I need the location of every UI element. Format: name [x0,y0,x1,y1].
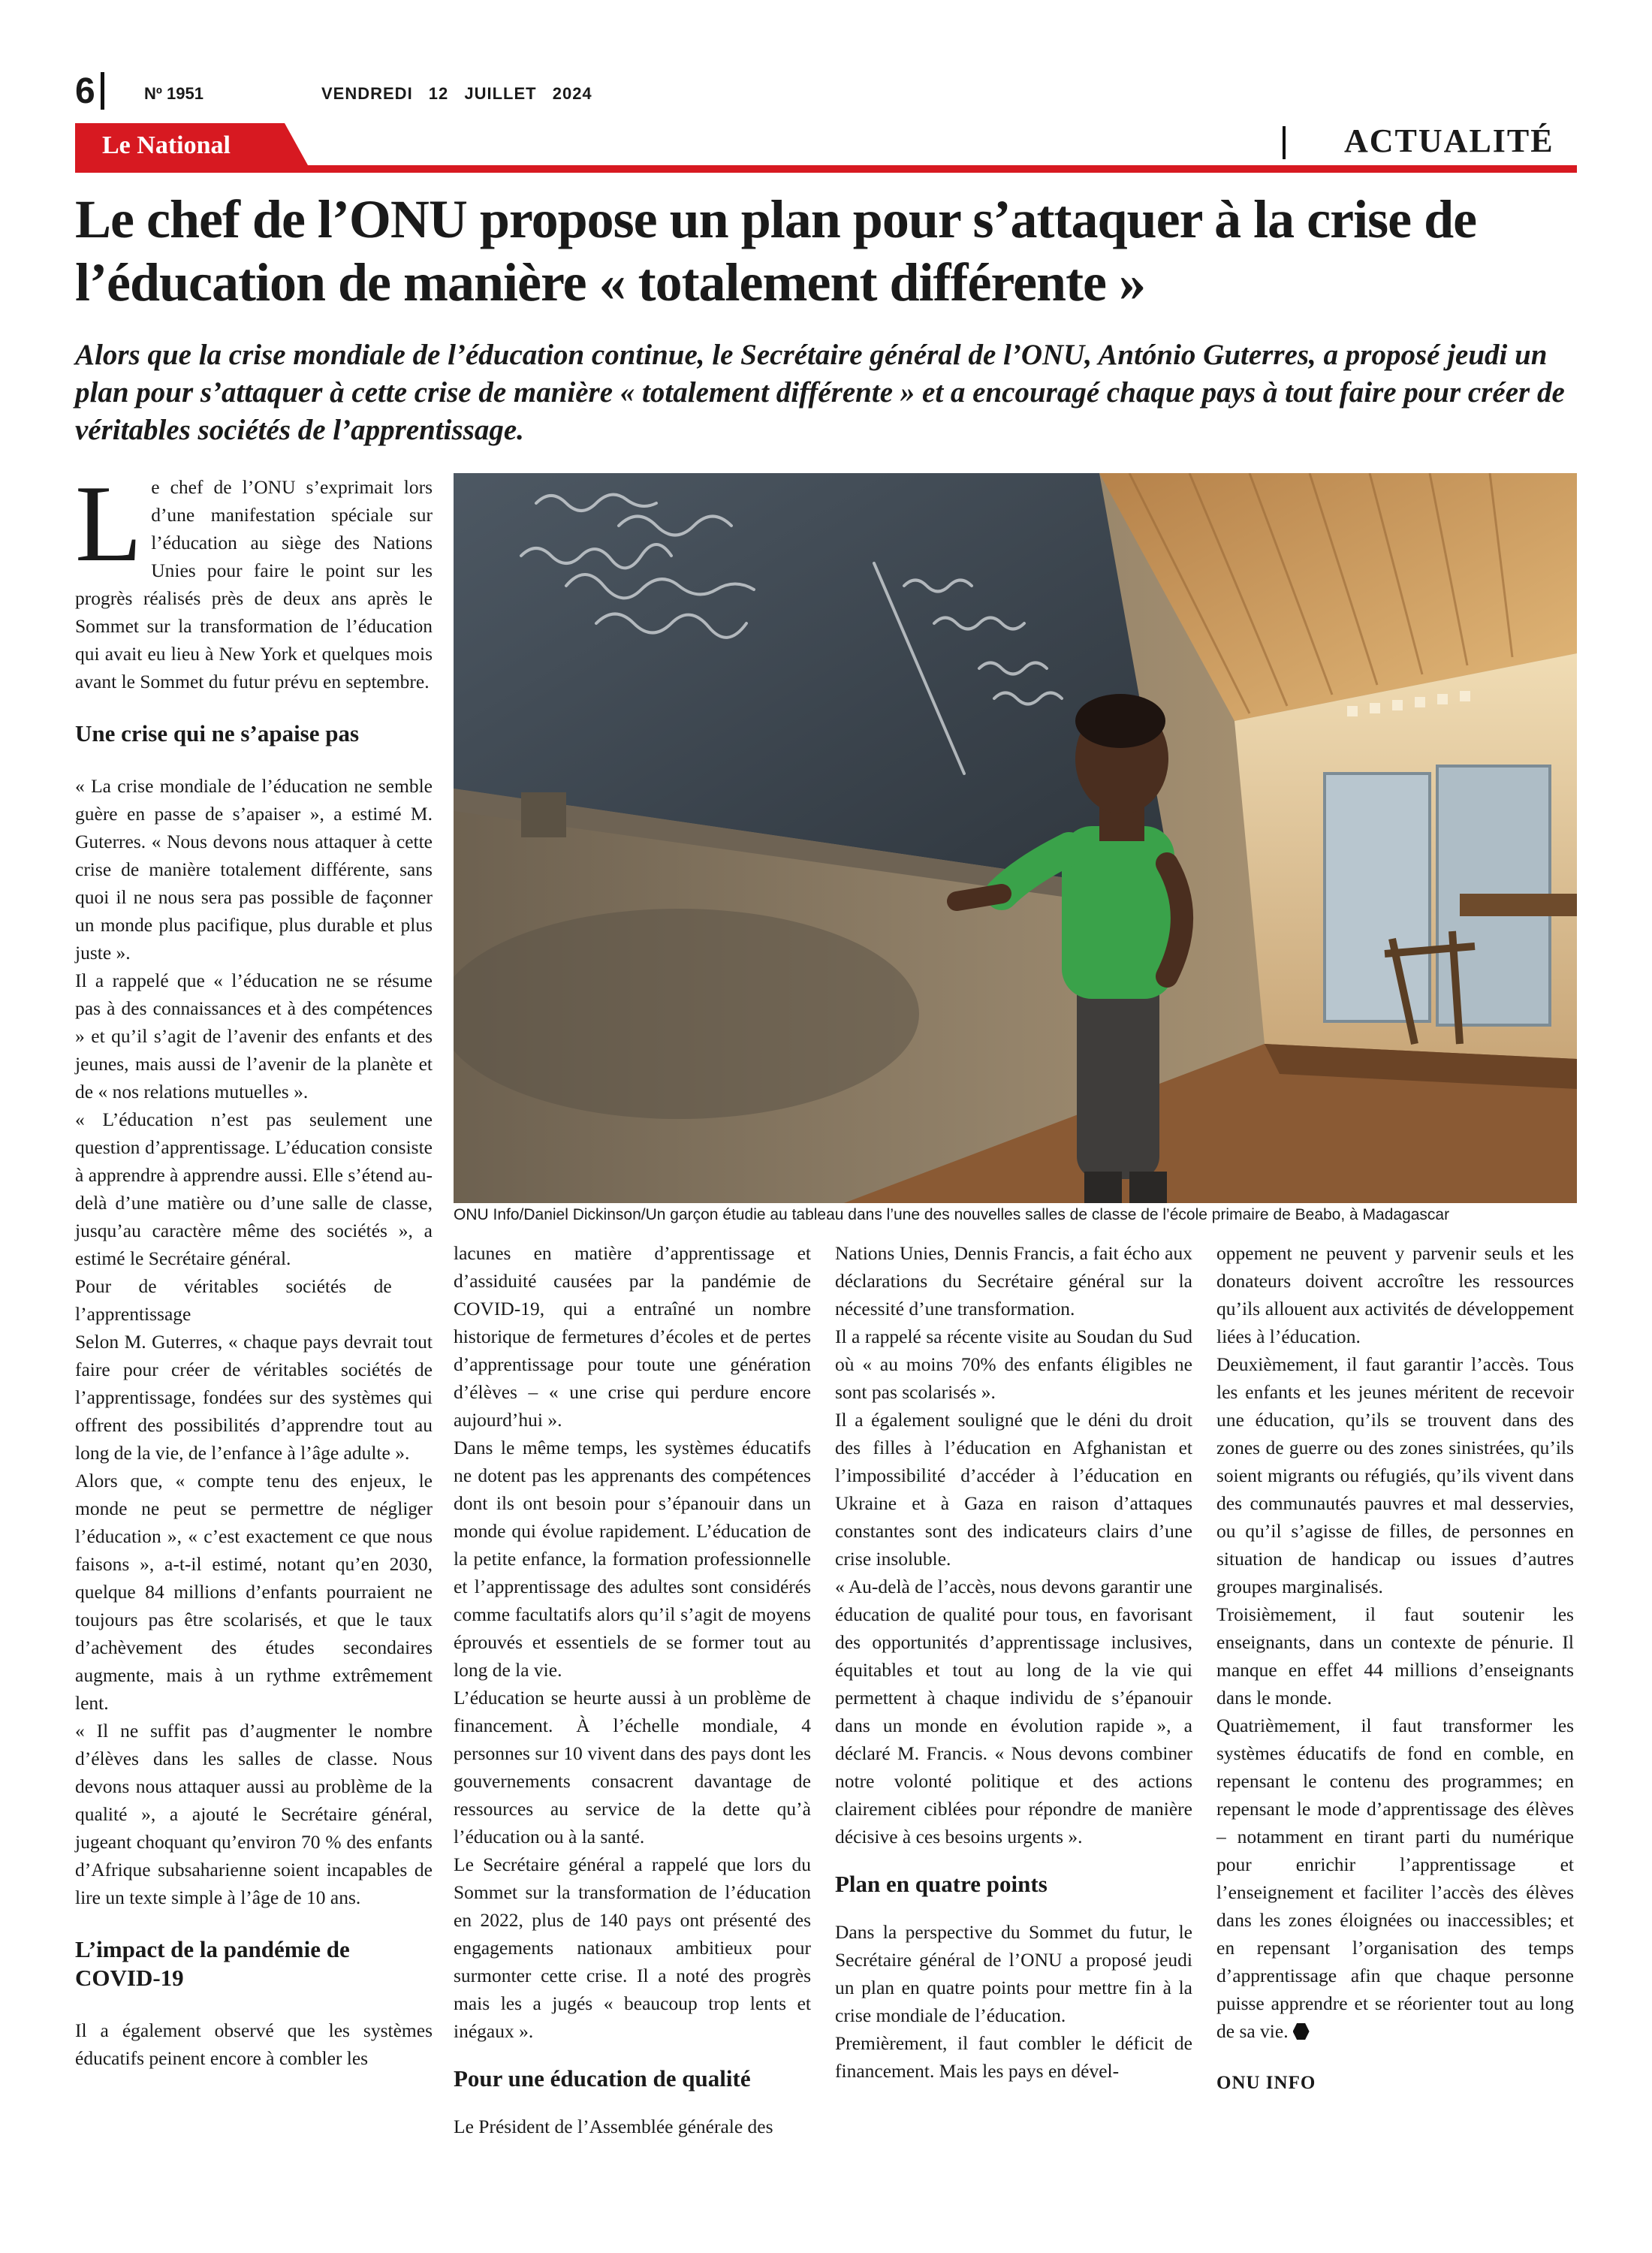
page-number: 6 [75,71,95,111]
issue-date: VENDREDI 12 JUILLET 2024 [321,84,592,103]
paragraph: Il a également observé que les systèmes éducatifs peinent encore à combler les [75,2019,433,2069]
paragraph: L’éducation se heurte aussi à un problème de financement. À l’échelle mondiale, 4 personnes sur 10 vivent dans des pays dont les gouvernements consacrent davantage de ressources au service de la dette qu’à l’éducation ou à la santé. [454,1687,811,1847]
paragraph-subhead: Pour de véritables sociétés de l’apprentissage [75,1275,392,1325]
paragraph: Nations Unies, Dennis Francis, a fait écho aux déclarations du Secrétaire général sur la nécessité d’une transformation. [835,1242,1192,1320]
article-signature: ONU INFO [1216,2073,1316,2093]
drop-cap: L [75,463,143,584]
end-of-article-icon [1293,2023,1310,2040]
paragraph: lacunes en matière d’apprentissage et d’assiduité causées par la pandémie de COVID-19, qui a entraîné un nombre historique de fermetures d’écoles et de pertes d’apprentissage pour toute une génération d’élèves – « une crise qui perdure encore aujourd’hui ». [454,1242,811,1431]
paragraph: Il a rappelé sa récente visite au Soudan du Sud où « au moins 70% des enfants éligibles ne sont pas scolarisés ». [835,1326,1192,1403]
subheading-crise: Une crise qui ne s’apaise pas [75,720,360,746]
intro-text: e chef de l’ONU s’exprimait lors d’une manifestation spéciale sur l’éducation au siège des Nations Unies pour faire le point sur les progrès réalisés près de deux ans après le Sommet sur la transformation de l’éducation qui avait eu lieu à New York et quelques mois avant le Sommet du futur prévu en septembre. [75,476,433,692]
paragraph: Deuxièmement, il faut garantir l’accès. Tous les enfants et les jeunes méritent de recevoir une éducation, qu’ils se trouvent dans des zones de guerre ou des zones sinistrées, qu’ils soient migrants ou réfugiés, qu’ils vivent dans des communautés pauvres et mal desservies, ou qu’il s’agisse de filles, de personnes en situation de handicap ou issues d’autres groupes marginalisés. [1216,1353,1574,1597]
paragraph: Dans la perspective du Sommet du futur, le Secrétaire général de l’ONU a proposé jeudi un plan en quatre points pour mettre fin à la crise mondiale de l’éducation. [835,1921,1192,2026]
article-column-2 [454,1239,811,2140]
header-rule [75,165,1577,173]
paragraph: « La crise mondiale de l’éducation ne semble guère en passe de s’apaiser », a estimé M. Guterres. « Nous devons nous attaquer à cette crise de manière totalement différente, sans quoi il ne nous sera pas possible de façonner un monde plus pacifique, plus durable et plus juste ». [75,775,433,964]
subheading-covid: L’impact de la pandémie de COVID-19 [75,1936,350,1991]
paragraph: oppement ne peuvent y parvenir seuls et les donateurs doivent accroître les ressources qu’ils allouent aux activités de développement liées à l’éducation. [1216,1242,1574,1347]
paragraph: Il a également souligné que le déni du droit des filles à l’éducation en Afghanistan et l’impossibilité d’accéder à l’éducation en Ukraine et à Gaza en raison d’attaques constantes sont des indicateurs clairs d’une crise insoluble. [835,1409,1192,1570]
subheading-qualite: Pour une éducation de qualité [454,2065,751,2092]
paragraph: « L’éducation n’est pas seulement une question d’apprentissage. L’éducation consiste à apprendre à apprendre aussi. Elle s’étend au-delà d’une matière ou d’une salle de classe, jusqu’au caractère même des sociétés », a estimé le Secrétaire général. [75,1108,433,1269]
paragraph: Troisièmement, il faut soutenir les enseignants, dans un contexte de pénurie. Il manque en effet 44 millions d’enseignants dans le monde. [1216,1603,1574,1709]
paragraph: Le Président de l’Assemblée générale des [454,2116,773,2137]
paragraph: Premièrement, il faut combler le déficit de financement. Mais les pays en dével- [835,2032,1192,2082]
classroom-illustration [454,473,1577,1203]
subheading-plan: Plan en quatre points [835,1871,1048,1897]
section-divider [1283,126,1286,159]
article-column-1 [75,463,433,2072]
page-number-divider [101,72,104,110]
paragraph: Alors que, « compte tenu des enjeux, le monde ne peut se permettre de négliger l’éducation », « c’est exactement ce que nous faisons », a-t-il estimé, notant qu’en 2030, quelque 84 millions d’enfants pourraient ne toujours pas être scolarisés, et que le taux d’achèvement des études secondaires augmente, mais à un rythme extrêmement lent. [75,1470,433,1714]
brand-name: Le National [102,131,231,159]
article-column-4 [1216,1239,1574,2097]
paragraph: Selon M. Guterres, « chaque pays devrait tout faire pour créer de véritables sociétés de l’apprentissage, fondées sur des systèmes qui offrent des possibilités d’apprendre tout au long de la vie, de l’enfance à l’âge adulte ». [75,1331,433,1464]
section-label: ACTUALITÉ [1344,122,1554,159]
article-standfirst: Alors que la crise mondiale de l’éducation continue, le Secrétaire général de l’ONU, António Guterres, a proposé jeudi un plan pour s’attaquer à cette crise de manière « totalement différente » et a encouragé chaque pays à tout faire pour créer de véritables sociétés de l’apprentissage. [75,339,1565,446]
paragraph: Le Secrétaire général a rappelé que lors du Sommet sur la transformation de l’éducation en 2022, plus de 140 pays ont présenté des engagements nationaux ambitieux pour surmonter cette crise. Il a noté des progrès mais les a jugés « beaucoup trop lents et inégaux ». [454,1853,811,2042]
paragraph: « Au-delà de l’accès, nous devons garantir une éducation de qualité pour tous, en favorisant des opportunités d’apprentissage inclusives, équitables et tout au long de la vie qui permettent à chaque individu de s’épanouir dans un monde en évolution rapide », a déclaré M. Francis. « Nous devons combiner notre volonté politique et des actions clairement ciblées pour répondre de manière décisive à ces besoins urgents ». [835,1576,1192,1847]
paragraph: Dans le même temps, les systèmes éducatifs ne dotent pas les apprenants des compétences dont ils ont besoin pour s’épanouir dans un monde qui évolue rapidement. L’éducation de la petite enfance, la formation professionnelle et l’apprentissage des adultes sont considérés comme facultatifs alors qu’il s’agit de moyens éprouvés et essentiels de se former tout au long de la vie. [454,1437,811,1681]
intro-paragraph [75,463,433,695]
issue-number: Nº 1951 [144,84,203,103]
article-column-3 [835,1239,1192,2085]
paragraph: « Il ne suffit pas d’augmenter le nombre d’élèves dans les salles de classe. Nous devons nous attaquer aussi au problème de la qualité », a ajouté le Secrétaire général, jugeant choquant qu’environ 70 % des enfants d’Afrique subsaharienne soient incapables de lire un texte simple à l’âge de 10 ans. [75,1720,433,1908]
photo-caption: ONU Info/Daniel Dickinson/Un garçon étudie au tableau dans l’une des nouvelles salles de classe de l’école primaire de Beabo, à Madagascar [454,1206,1450,1223]
final-paragraph-text: Quatrièmement, il faut transformer les systèmes éducatifs de fond en comble, en repensant le contenu des programmes; en repensant le mode d’apprentissage des élèves – notamment en tirant parti du numérique pour enrichir l’apprentissage et l’enseignement et faciliter l’accès des élèves dans les zones éloignées ou inaccessibles; et en repensant l’organisation des temps d’apprentissage afin que chaque personne puisse apprendre et se réorienter tout au long de sa vie. [1216,1715,1574,2042]
classroom-photo [454,473,1577,1203]
paragraph [1216,1712,1574,2045]
paragraph: Il a rappelé que « l’éducation ne se résume pas à des connaissances et à des compétences » et qu’il s’agit de l’avenir des enfants et des jeunes, mais aussi de l’avenir de la planète et de « nos relations mutuelles ». [75,970,433,1102]
article-headline: Le chef de l’ONU propose un plan pour s’attaquer à la crise de l’éducation de manière « totalement différente » [75,189,1477,312]
